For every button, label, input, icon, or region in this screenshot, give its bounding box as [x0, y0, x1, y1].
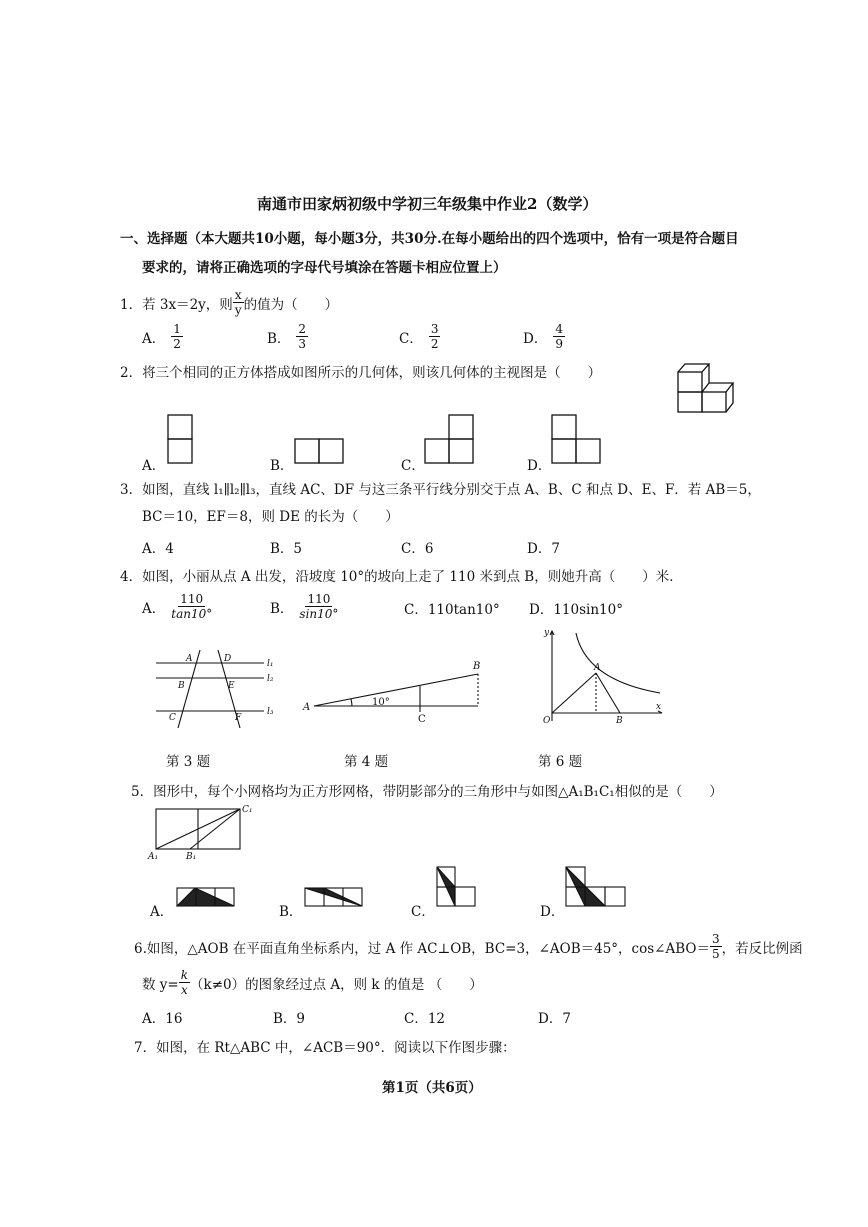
q6-text-d: （k≠0）的图象经过点 A，则 k 的值是 （ ） — [190, 976, 483, 993]
option-label: C． — [399, 330, 423, 347]
fig6-label-b: B — [616, 716, 623, 726]
fig3-label-l1: l₁ — [267, 659, 274, 669]
fig6-caption: 第 6 题 — [538, 754, 583, 770]
q3-option-d[interactable]: D．7 — [527, 541, 560, 557]
option-fraction: $\frac{2}{3}$ — [298, 322, 307, 351]
q6-text-c: 数 y= — [142, 976, 179, 993]
q5-label-c1: C₁ — [242, 805, 253, 815]
fig6-label-x: x — [656, 702, 662, 712]
q3-stem-line2: BC＝10，EF＝8，则 DE 的长为（ ） — [142, 509, 399, 525]
q5-option-c-figure[interactable] — [436, 866, 478, 908]
q2-stem: 2．将三个相同的正方体搭成如图所示的几何体，则该几何体的主视图是（ ） — [120, 365, 602, 381]
q1-option-a[interactable] — [142, 322, 183, 351]
fig3-label-b: B — [178, 681, 185, 691]
page-title: 南通市田家炳初级中学初三年级集中作业2（数学） — [257, 195, 598, 213]
q5-label-a1: A₁ — [148, 852, 159, 862]
q2-option-d[interactable]: D． — [527, 458, 552, 474]
hyperbola-curve — [576, 633, 660, 693]
page-footer: 第1页（共6页） — [382, 1080, 482, 1096]
option-label: D． — [523, 330, 548, 347]
fig3-label-e: E — [228, 681, 235, 691]
q4-option-d[interactable]: D．110sin10° — [529, 602, 623, 618]
q2-option-d-figure[interactable] — [551, 414, 601, 464]
q5-option-d[interactable]: D． — [540, 904, 565, 920]
option-fraction: $\frac{110}{\sin 10^\circ}$ — [299, 592, 339, 621]
q1-stem — [120, 288, 338, 317]
q1-fraction — [233, 288, 244, 317]
q5-option-b[interactable]: B． — [279, 904, 303, 920]
q2-option-b-figure[interactable] — [294, 438, 344, 464]
fig4-label-a: A — [303, 702, 311, 713]
q2-option-c-figure[interactable] — [424, 414, 474, 464]
option-label: A． — [142, 600, 166, 617]
q6-stem-line2 — [142, 968, 483, 997]
segment-ab — [596, 673, 620, 713]
q6-text-b: ，若反比例函 — [721, 940, 803, 957]
q1-option-d[interactable] — [523, 322, 565, 351]
q3-stem-line1: 3．如图，直线 l₁∥l₂∥l₃，直线 AC、DF 与这三条平行线分别交于点 A、B、C 和点 D、E、F．若 AB＝5， — [120, 482, 761, 498]
q7-stem: 7．如图，在 Rt△ABC 中，∠ACB＝90°．阅读以下作图步骤： — [134, 1040, 516, 1056]
fig3-label-d: D — [224, 654, 232, 664]
q2-option-a[interactable]: A． — [142, 458, 166, 474]
fig3-parallel-lines — [150, 648, 280, 730]
segment-oa — [552, 673, 596, 713]
q6-k-fraction: $\frac{k}{x}$ — [180, 968, 189, 997]
fig3-label-a: A — [186, 654, 193, 664]
fig3-label-l2: l₂ — [267, 674, 274, 684]
q5-stem: 5．图形中，每个小网格均为正方形网格，带阴影部分的三角形中与如图△A₁B₁C₁相似的是（ ） — [131, 784, 723, 800]
q2-option-a-figure[interactable] — [167, 414, 193, 464]
fig3-label-c: C — [169, 713, 176, 723]
q3-option-b[interactable]: B．5 — [270, 541, 303, 557]
q1-option-b[interactable] — [267, 322, 308, 351]
q4-option-c[interactable]: C．110tan10° — [404, 602, 500, 618]
q5-option-a-figure[interactable] — [176, 886, 236, 908]
fig4-label-b: B — [473, 661, 481, 672]
q2-option-c[interactable]: C． — [401, 458, 425, 474]
slope-ab — [314, 674, 478, 706]
q5-label-b1: B₁ — [186, 852, 197, 862]
q6-option-d[interactable]: D．7 — [538, 1011, 571, 1027]
fig4-angle-label: 10° — [372, 697, 390, 708]
q6-option-c[interactable]: C．12 — [404, 1011, 446, 1027]
q6-option-a[interactable]: A．16 — [142, 1011, 183, 1027]
q1-stem-a: 1．若 3x＝2y，则 — [120, 296, 233, 313]
q4-stem: 4．如图，小丽从点 A 出发，沿坡度 10°的坡向上走了 110 米到点 B，则她升高（ ）米． — [120, 569, 683, 585]
q5-option-d-figure[interactable] — [565, 866, 627, 908]
q3-option-a[interactable]: A．4 — [142, 541, 174, 557]
section-header-line1: 一、选择题（本大题共10小题，每小题3分，共30分.在每小题给出的四个选项中，恰有一项是符合题目 — [120, 231, 739, 247]
fig6-label-o: O — [543, 716, 551, 726]
q1-frac-num: x — [234, 288, 242, 302]
q6-cos-fraction: $\frac{3}{5}$ — [711, 932, 720, 961]
angle-arc — [351, 699, 352, 706]
q6-text-a: 6.如图，△AOB 在平面直角坐标系内，过 A 作 AC⊥OB，BC=3，∠AOB＝45°，cos∠ABO＝ — [134, 940, 710, 957]
q5-option-a[interactable]: A． — [150, 904, 174, 920]
option-label: B． — [270, 600, 294, 617]
q4-option-b[interactable] — [270, 592, 338, 621]
fig3-label-l3: l₃ — [267, 707, 274, 717]
q5-reference-figure — [148, 803, 258, 863]
q1-option-c[interactable] — [399, 322, 440, 351]
section-header-line2: 要求的，请将正确选项的字母代号填涂在答题卡相应位置上） — [142, 260, 507, 276]
fig6-label-y: y — [544, 628, 550, 638]
option-fraction: $\frac{3}{2}$ — [430, 322, 439, 351]
fig6-coordinate-plane — [540, 625, 670, 725]
q5-option-b-figure[interactable] — [304, 886, 364, 908]
q2-option-b[interactable]: B． — [270, 458, 294, 474]
q1-frac-den: y — [234, 303, 242, 317]
fig6-label-a: A — [594, 663, 601, 673]
fig4-slope — [300, 658, 500, 728]
q3-option-c[interactable]: C．6 — [401, 541, 434, 557]
option-fraction: $\frac{1}{2}$ — [173, 322, 181, 351]
fig4-label-c: C — [418, 714, 426, 725]
fig3-label-f: F — [235, 713, 242, 723]
option-fraction: $\frac{110}{\tan 10^\circ}$ — [171, 592, 213, 621]
q5-option-c[interactable]: C． — [411, 904, 435, 920]
q1-stem-b: 的值为（ ） — [243, 296, 339, 313]
fig4-caption: 第 4 题 — [344, 754, 389, 770]
q6-stem-line1 — [134, 932, 803, 961]
q6-option-b[interactable]: B．9 — [273, 1011, 306, 1027]
fig3-caption: 第 3 题 — [166, 754, 211, 770]
option-label: A． — [142, 330, 166, 347]
q2-cube-figure — [675, 358, 745, 414]
option-fraction: $\frac{4}{9}$ — [555, 322, 563, 351]
option-label: B． — [267, 330, 291, 347]
q4-option-a[interactable] — [142, 592, 212, 621]
